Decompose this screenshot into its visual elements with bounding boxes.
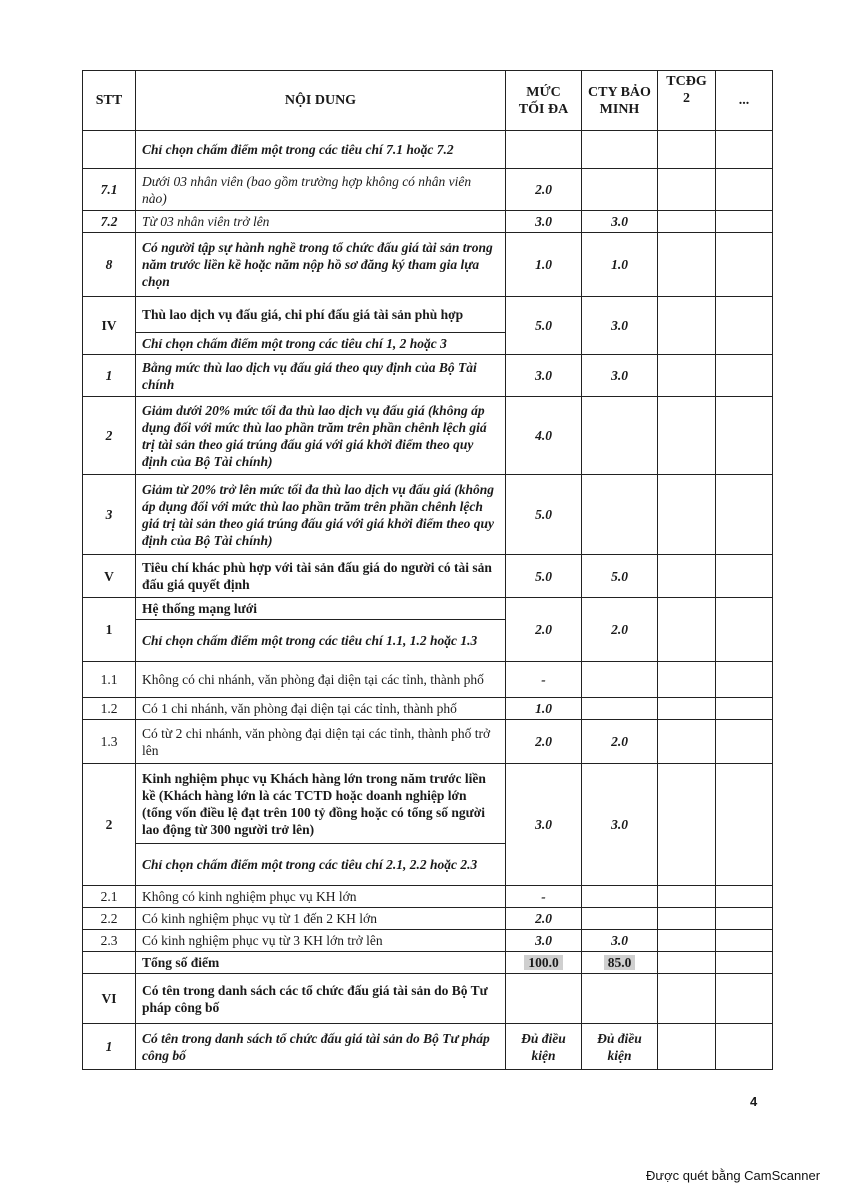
table-row (83, 886, 773, 908)
row-max: - (506, 886, 582, 908)
table-row (83, 475, 773, 555)
row-stt: 2 (83, 397, 136, 475)
total-max: 100.0 (524, 955, 562, 970)
row-bm: 1.0 (582, 233, 658, 297)
row-content: Có 1 chi nhánh, văn phòng đại diện tại các tỉnh, thành phố (136, 698, 506, 720)
row-max: 5.0 (506, 297, 582, 355)
row-stt: 2 (83, 764, 136, 886)
row-bm: 3.0 (582, 297, 658, 355)
row-stt: 3 (83, 475, 136, 555)
header-content: NỘI DUNG (136, 71, 506, 131)
row-content: Giảm từ 20% trở lên mức tối đa thù lao dịch vụ đấu giá (không áp dụng đối với mức thù lao phần trăm trên phần chênh lệch giá trị tài sản theo giá trúng đấu giá với giá khởi điểm theo quy định của Bộ Tài chính) (136, 475, 506, 555)
row-stt: 2.1 (83, 886, 136, 908)
table-row (83, 355, 773, 397)
row-content: Từ 03 nhân viên trở lên (136, 211, 506, 233)
row-content: Tiêu chí khác phù hợp với tài sản đấu giá do người có tài sản đấu giá quyết định (136, 555, 506, 598)
row-bm: 2.0 (582, 598, 658, 662)
table-row (83, 233, 773, 297)
header-tcdg2: TCĐG 2 (658, 71, 716, 131)
row-max: 4.0 (506, 397, 582, 475)
row-max: 3.0 (506, 764, 582, 886)
row-content: Kinh nghiệm phục vụ Khách hàng lớn trong năm trước liền kề (Khách hàng lớn là các TCTD hoặc doanh nghiệp lớn (tổng vốn điều lệ đạt trên 100 tỷ đồng hoặc có tổng số người lao động từ 300 người trở lên) (136, 764, 506, 844)
row-bm: 3.0 (582, 355, 658, 397)
row-content: Hệ thống mạng lưới (136, 598, 506, 620)
row-stt: 1.1 (83, 662, 136, 698)
row-subcontent: Chỉ chọn chấm điểm một trong các tiêu chí 1, 2 hoặc 3 (136, 333, 506, 355)
row-stt: V (83, 555, 136, 598)
table-row (83, 662, 773, 698)
table-row (83, 764, 773, 844)
table-row (83, 555, 773, 598)
table-row (83, 1024, 773, 1070)
table-row (83, 908, 773, 930)
row-bm: Đủ điều kiện (582, 1024, 658, 1070)
row-content: Có kinh nghiệm phục vụ từ 1 đến 2 KH lớn (136, 908, 506, 930)
row-content: Giảm dưới 20% mức tối đa thù lao dịch vụ đấu giá (không áp dụng đối với mức thù lao phần trăm trên phần chênh lệch giá trị tài sản theo giá trúng đấu giá với giá khởi điểm theo quy định của Bộ Tài chính) (136, 397, 506, 475)
page-number: 4 (750, 1094, 758, 1109)
row-stt: 1 (83, 1024, 136, 1070)
row-bm (582, 662, 658, 698)
row-bm (582, 886, 658, 908)
row-content: Không có kinh nghiệm phục vụ KH lớn (136, 886, 506, 908)
row-subcontent: Chỉ chọn chấm điểm một trong các tiêu chí 1.1, 1.2 hoặc 1.3 (136, 620, 506, 662)
row-stt: VI (83, 974, 136, 1024)
row-max: 5.0 (506, 555, 582, 598)
row-stt: IV (83, 297, 136, 355)
row-bm: 2.0 (582, 720, 658, 764)
table-row (83, 397, 773, 475)
row-max: 5.0 (506, 475, 582, 555)
table-row (83, 930, 773, 952)
scoring-table (82, 70, 773, 1070)
row-bm: 3.0 (582, 764, 658, 886)
row-content: Có kinh nghiệm phục vụ từ 3 KH lớn trở lên (136, 930, 506, 952)
table-row (83, 598, 773, 620)
row-content: Có tên trong danh sách các tổ chức đấu giá tài sản do Bộ Tư pháp công bố (136, 974, 506, 1024)
header-max: MỨC TỐI ĐA (506, 71, 582, 131)
row-content: Có người tập sự hành nghề trong tổ chức đấu giá tài sản trong năm trước liền kề hoặc năm nộp hồ sơ đăng ký tham gia lựa chọn (136, 233, 506, 297)
row-bm: 3.0 (582, 930, 658, 952)
row-bm (582, 908, 658, 930)
row-stt: 2.3 (83, 930, 136, 952)
row-max: 1.0 (506, 233, 582, 297)
row-stt: 7.1 (83, 169, 136, 211)
header-bao-minh: CTY BẢO MINH (582, 71, 658, 131)
row-content: Không có chi nhánh, văn phòng đại diện tại các tỉnh, thành phố (136, 662, 506, 698)
row-bm (582, 475, 658, 555)
table-row (83, 169, 773, 211)
row-content: Dưới 03 nhân viên (bao gồm trường hợp không có nhân viên nào) (136, 169, 506, 211)
table-row (83, 297, 773, 333)
total-label: Tổng số điểm (136, 952, 506, 974)
row-bm (582, 397, 658, 475)
row-max: 1.0 (506, 698, 582, 720)
row-content: Bằng mức thù lao dịch vụ đấu giá theo quy định của Bộ Tài chính (136, 355, 506, 397)
table-row (83, 131, 773, 169)
row-max: 3.0 (506, 930, 582, 952)
total-row (83, 952, 773, 974)
row-bm: 3.0 (582, 211, 658, 233)
row-max: 2.0 (506, 720, 582, 764)
table-row (83, 211, 773, 233)
row-bm (582, 698, 658, 720)
row-bm: 5.0 (582, 555, 658, 598)
row-max: 2.0 (506, 169, 582, 211)
total-bm: 85.0 (604, 955, 636, 970)
row-stt: 2.2 (83, 908, 136, 930)
row-content: Có từ 2 chi nhánh, văn phòng đại diện tại các tỉnh, thành phố trở lên (136, 720, 506, 764)
row-content: Chỉ chọn chấm điểm một trong các tiêu chí 7.1 hoặc 7.2 (136, 131, 506, 169)
scanner-watermark: Được quét bằng CamScanner (646, 1168, 821, 1183)
table-row (83, 974, 773, 1024)
row-stt: 7.2 (83, 211, 136, 233)
row-content: Thù lao dịch vụ đấu giá, chi phí đấu giá tài sản phù hợp (136, 297, 506, 333)
row-stt: 1 (83, 598, 136, 662)
table-row (83, 698, 773, 720)
row-max: 3.0 (506, 355, 582, 397)
row-stt (83, 131, 136, 169)
row-bm (582, 169, 658, 211)
header-more: ... (716, 71, 773, 131)
row-max: 2.0 (506, 598, 582, 662)
row-stt: 1.2 (83, 698, 136, 720)
table-row (83, 720, 773, 764)
table-header-row (83, 71, 773, 131)
row-subcontent: Chỉ chọn chấm điểm một trong các tiêu chí 2.1, 2.2 hoặc 2.3 (136, 844, 506, 886)
row-stt: 1.3 (83, 720, 136, 764)
row-max: Đủ điều kiện (506, 1024, 582, 1070)
row-max: 3.0 (506, 211, 582, 233)
row-stt: 8 (83, 233, 136, 297)
row-max: - (506, 662, 582, 698)
header-stt: STT (83, 71, 136, 131)
row-content: Có tên trong danh sách tổ chức đấu giá tài sản do Bộ Tư pháp công bố (136, 1024, 506, 1070)
row-stt: 1 (83, 355, 136, 397)
row-max: 2.0 (506, 908, 582, 930)
